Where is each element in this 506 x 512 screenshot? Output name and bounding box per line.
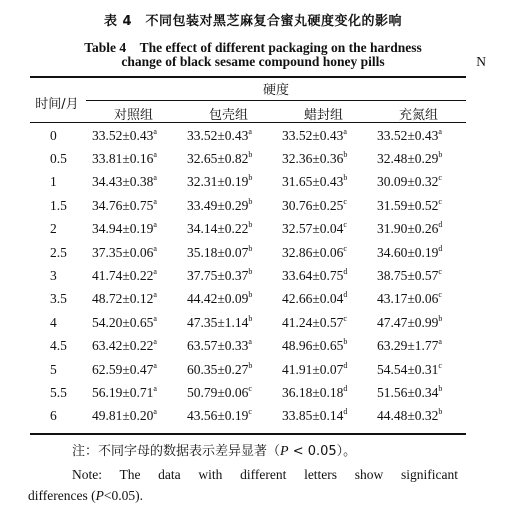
- significance-letter: b: [343, 173, 348, 183]
- value-text: 32.65±0.82: [187, 151, 249, 167]
- significance-letter: c: [343, 243, 347, 253]
- value-text: 33.52±0.43: [282, 127, 344, 143]
- value-cell: [179, 264, 274, 287]
- significance-letter: b: [343, 337, 348, 347]
- value-text: 33.81±0.16: [92, 151, 154, 167]
- significance-letter: b: [438, 150, 443, 160]
- value-text: 34.94±0.19: [92, 221, 154, 237]
- table-title-cn: 表 4 不同包装对黑芝麻复合蜜丸硬度变化的影响: [103, 14, 403, 29]
- significance-letter: c: [248, 407, 252, 417]
- time-cell: 6: [50, 408, 57, 424]
- value-text: 32.36±0.36: [282, 151, 344, 167]
- value-text: 48.96±0.65: [282, 338, 344, 354]
- value-text: 41.91±0.07: [282, 361, 344, 377]
- note-cn-before: 注：不同字母的数据表示差异显著（: [72, 444, 281, 459]
- significance-letter: d: [438, 243, 443, 253]
- value-text: 31.59±0.52: [377, 197, 439, 213]
- value-text: 47.35±1.14: [187, 314, 249, 330]
- significance-letter: c: [438, 290, 442, 300]
- significance-letter: a: [438, 337, 442, 347]
- value-cell: [274, 171, 369, 194]
- significance-letter: a: [153, 337, 157, 347]
- value-text: 33.85±0.14: [282, 408, 344, 424]
- significance-letter: b: [248, 196, 253, 206]
- time-cell: 2.5: [50, 244, 67, 260]
- value-cell: [179, 194, 274, 217]
- note-en-before: differences (: [28, 488, 96, 503]
- value-cell: [274, 335, 369, 358]
- significance-letter: a: [153, 290, 157, 300]
- value-text: 34.76±0.75: [92, 197, 154, 213]
- value-cell: [179, 147, 274, 170]
- time-cell: 3.5: [50, 291, 67, 307]
- value-cell: [179, 288, 274, 311]
- value-cell: [179, 358, 274, 381]
- value-text: 47.47±0.99: [377, 314, 439, 330]
- value-cell: [84, 405, 179, 428]
- value-text: 34.60±0.19: [377, 244, 439, 260]
- value-cell: [179, 335, 274, 358]
- value-text: 44.48±0.32: [377, 408, 439, 424]
- value-cell: [84, 241, 179, 264]
- note-cn-after: < 0.05）。: [288, 444, 357, 459]
- header-time: 时间/月: [35, 97, 79, 112]
- value-cell: [369, 218, 464, 241]
- value-text: 33.64±0.75: [282, 268, 344, 284]
- top-rule: [30, 76, 466, 78]
- value-text: 37.75±0.37: [187, 268, 249, 284]
- value-text: 54.54±0.31: [377, 361, 439, 377]
- value-cell: [274, 405, 369, 428]
- value-cell: [274, 358, 369, 381]
- value-cell: [369, 171, 464, 194]
- value-text: 49.81±0.20: [92, 408, 154, 424]
- value-cell: [179, 124, 274, 147]
- value-cell: [179, 311, 274, 334]
- table-row: [30, 264, 464, 287]
- value-text: 33.52±0.43: [377, 127, 439, 143]
- value-text: 33.52±0.43: [92, 127, 154, 143]
- value-text: 33.49±0.29: [187, 197, 249, 213]
- time-cell: 0.5: [50, 151, 67, 167]
- significance-letter: d: [343, 383, 348, 393]
- value-cell: [274, 311, 369, 334]
- value-cell: [179, 171, 274, 194]
- value-text: 32.48±0.29: [377, 151, 439, 167]
- significance-letter: a: [343, 126, 347, 136]
- value-cell: [84, 358, 179, 381]
- value-text: 44.42±0.09: [187, 291, 249, 307]
- value-cell: [179, 218, 274, 241]
- value-text: 41.24±0.57: [282, 314, 344, 330]
- value-text: 30.09±0.32: [377, 174, 439, 190]
- value-text: 32.57±0.04: [282, 221, 344, 237]
- value-text: 60.35±0.27: [187, 361, 249, 377]
- significance-letter: d: [438, 220, 443, 230]
- significance-letter: b: [438, 407, 443, 417]
- table-title-en-line2: change of black sesame compound honey pills: [121, 54, 385, 69]
- table-row: [30, 194, 464, 217]
- note-cn-p: P: [280, 444, 289, 459]
- value-text: 56.19±0.71: [92, 384, 154, 400]
- value-cell: [84, 311, 179, 334]
- value-text: 48.72±0.12: [92, 291, 154, 307]
- value-text: 34.14±0.22: [187, 221, 249, 237]
- value-cell: [84, 218, 179, 241]
- note-en-line1: Note: The data with different letters show significant: [72, 467, 458, 482]
- table-title-en-line1: Table 4 The effect of different packaging on the hardness: [84, 40, 422, 55]
- significance-letter: b: [438, 383, 443, 393]
- value-cell: [179, 381, 274, 404]
- value-cell: [84, 194, 179, 217]
- significance-letter: b: [343, 150, 348, 160]
- table-row: [30, 405, 464, 428]
- significance-letter: b: [248, 267, 253, 277]
- note-en-p: P: [95, 488, 104, 503]
- bottom-rule: [30, 433, 466, 435]
- table-row: [30, 358, 464, 381]
- value-cell: [84, 147, 179, 170]
- value-text: 37.35±0.06: [92, 244, 154, 260]
- significance-letter: c: [248, 383, 252, 393]
- value-text: 32.31±0.19: [187, 174, 249, 190]
- table-row: [30, 147, 464, 170]
- table-row: [30, 171, 464, 194]
- value-cell: [274, 241, 369, 264]
- significance-letter: b: [248, 150, 253, 160]
- significance-letter: a: [153, 383, 157, 393]
- note-en-line2: [28, 485, 143, 506]
- value-cell: [84, 381, 179, 404]
- value-text: 32.86±0.06: [282, 244, 344, 260]
- table-row: [30, 335, 464, 358]
- value-text: 63.57±0.33: [187, 338, 249, 354]
- significance-letter: a: [153, 313, 157, 323]
- value-cell: [274, 147, 369, 170]
- value-text: 34.43±0.38: [92, 174, 154, 190]
- value-text: 35.18±0.07: [187, 244, 249, 260]
- value-text: 38.75±0.57: [377, 268, 439, 284]
- value-text: 33.52±0.43: [187, 127, 249, 143]
- significance-letter: a: [153, 150, 157, 160]
- table-row: [30, 311, 464, 334]
- value-cell: [274, 218, 369, 241]
- significance-letter: a: [153, 196, 157, 206]
- value-text: 36.18±0.18: [282, 384, 344, 400]
- column-header-control: 对照组: [113, 108, 153, 123]
- value-cell: [274, 288, 369, 311]
- significance-letter: d: [343, 267, 348, 277]
- significance-letter: a: [438, 126, 442, 136]
- table-row: [30, 218, 464, 241]
- value-cell: [369, 311, 464, 334]
- significance-letter: b: [248, 313, 253, 323]
- significance-letter: a: [153, 173, 157, 183]
- column-header-nitrogen: 充氮组: [398, 108, 438, 123]
- time-cell: 3: [50, 268, 57, 284]
- time-cell: 1: [50, 174, 57, 190]
- value-cell: [84, 288, 179, 311]
- note-en-after: <0.05).: [103, 488, 143, 503]
- table-row: [30, 241, 464, 264]
- table-row: [30, 288, 464, 311]
- value-cell: [369, 124, 464, 147]
- value-text: 50.79±0.06: [187, 384, 249, 400]
- unit-label: N: [476, 54, 486, 69]
- significance-letter: a: [248, 126, 252, 136]
- significance-letter: a: [248, 337, 252, 347]
- significance-letter: a: [153, 243, 157, 253]
- value-text: 31.90±0.26: [377, 221, 439, 237]
- significance-letter: a: [153, 220, 157, 230]
- value-cell: [274, 194, 369, 217]
- value-cell: [369, 405, 464, 428]
- significance-letter: a: [153, 126, 157, 136]
- significance-letter: c: [438, 173, 442, 183]
- value-cell: [84, 124, 179, 147]
- note-cn: [72, 440, 356, 460]
- time-cell: 0: [50, 127, 57, 143]
- significance-letter: c: [343, 313, 347, 323]
- value-cell: [84, 335, 179, 358]
- value-cell: [274, 381, 369, 404]
- value-cell: [369, 358, 464, 381]
- significance-letter: b: [248, 243, 253, 253]
- value-text: 63.42±0.22: [92, 338, 154, 354]
- subheader-rule: [86, 100, 466, 101]
- significance-letter: d: [343, 407, 348, 417]
- time-cell: 4.5: [50, 338, 67, 354]
- value-cell: [274, 264, 369, 287]
- significance-letter: b: [248, 220, 253, 230]
- hardness-table: [30, 124, 464, 428]
- column-header-wax: 蜡封组: [303, 108, 343, 123]
- value-cell: [369, 147, 464, 170]
- time-cell: 2: [50, 221, 57, 237]
- value-text: 62.59±0.47: [92, 361, 154, 377]
- value-text: 43.56±0.19: [187, 408, 249, 424]
- significance-letter: b: [248, 290, 253, 300]
- significance-letter: a: [153, 267, 157, 277]
- column-header-shell: 包壳组: [208, 108, 248, 123]
- table-row: [30, 124, 464, 147]
- value-cell: [369, 288, 464, 311]
- significance-letter: a: [153, 360, 157, 370]
- value-text: 42.66±0.04: [282, 291, 344, 307]
- time-cell: 5: [50, 361, 57, 377]
- value-text: 30.76±0.25: [282, 197, 344, 213]
- significance-letter: c: [343, 196, 347, 206]
- value-text: 63.29±1.77: [377, 338, 439, 354]
- value-text: 54.20±0.65: [92, 314, 154, 330]
- significance-letter: b: [248, 173, 253, 183]
- time-cell: 4: [50, 314, 57, 330]
- significance-letter: c: [438, 360, 442, 370]
- significance-letter: d: [343, 290, 348, 300]
- value-text: 31.65±0.43: [282, 174, 344, 190]
- value-cell: [369, 381, 464, 404]
- significance-letter: c: [438, 267, 442, 277]
- table-row: [30, 381, 464, 404]
- significance-letter: b: [248, 360, 253, 370]
- value-cell: [84, 171, 179, 194]
- value-cell: [369, 264, 464, 287]
- value-cell: [84, 264, 179, 287]
- time-cell: 1.5: [50, 197, 67, 213]
- significance-letter: d: [343, 360, 348, 370]
- value-cell: [369, 194, 464, 217]
- significance-letter: c: [438, 196, 442, 206]
- value-text: 51.56±0.34: [377, 384, 439, 400]
- value-cell: [274, 124, 369, 147]
- significance-letter: b: [438, 313, 443, 323]
- significance-letter: c: [343, 220, 347, 230]
- header-hardness: 硬度: [262, 83, 289, 98]
- significance-letter: a: [153, 407, 157, 417]
- value-cell: [369, 335, 464, 358]
- time-cell: 5.5: [50, 384, 67, 400]
- value-cell: [369, 241, 464, 264]
- value-cell: [179, 405, 274, 428]
- value-text: 41.74±0.22: [92, 268, 154, 284]
- value-cell: [179, 241, 274, 264]
- value-text: 43.17±0.06: [377, 291, 439, 307]
